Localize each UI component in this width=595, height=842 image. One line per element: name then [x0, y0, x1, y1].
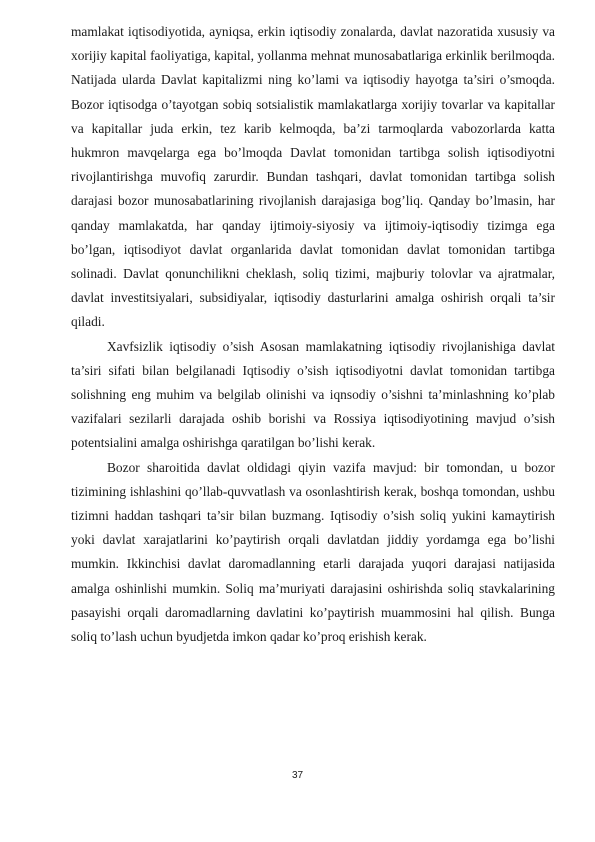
paragraph-2: Xavfsizlik iqtisodiy o’sish Asosan mamlakatning iqtisodiy rivojlanishiga davlat ta’siri sifati bilan belgilanadi Iqtisodiy o’sish iqtisodiyotni davlat tomonidan tartibga solishning eng muhim va belgilab olinishi va iqnsodiy o’sishni ta’minlashning ko’plab vazifalari sezilarli darajada oshib borishi va Rossiya iqtisodiyotining mavjud o’sish potentsialini amalga oshirishga qaratilgan bo’lishi kerak.: [71, 338, 555, 451]
paragraph-1: mamlakat iqtisodiyotida, ayniqsa, erkin iqtisodiy zonalarda, davlat nazoratida xususiy va xorijiy kapital faoliyatiga, kapital, yollanma mehnat munosabatlariga erkinlik berilmoqda. Natijada ularda Davlat kapitalizmi ning ko’lami va iqtisodiy hayotga ta’siri o’smoqda. Bozor iqtisodga o’tayotgan sobiq sotsialistik mamlakatlarga xorijiy tovarlar va kapitallar va kapitallar juda erkin, tez karib kelmoqda, ba’zi tarmoqlarda vabozorlarda katta hukmron mavqelarga ega bo’lmoqda Davlat tomonidan tartibga solish iqtisodiyotni rivojlantirishga muvofiq zarurdir. Bundan tashqari, davlat tomonidan tartibga solish darajasi bozor munosabatlarining rivojlanish darajasiga bog’liq. Qanday bo’lmasin, har qanday mamlakatda, har qanday ijtimoiy-siyosiy va ijtimoiy-iqtisodiy tizimga ega bo’lgan, iqtisodiyot davlat organlarida davlat tomonidan davlat tomonidan tartibga solinadi. Davlat qonunchilikni cheklash, soliq tizimi, majburiy tolovlar va ajratmalar, davlat investitsiyalari, subsidiyalar, iqtisodiy dasturlarini amalga oshirish orqali ta’sir qiladi.: [71, 24, 555, 330]
page-number: 37: [291, 770, 304, 781]
paragraph-3: Bozor sharoitida davlat oldidagi qiyin vazifa mavjud: bir tomondan, u bozor tizimining ishlashini qo’llab-quvvatlash va osonlashtirish kerak, boshqa tomondan, ushbu tizimni haddan tashqari ta’sir bilan buzmang. Iqtisodiy o’sish soliq yukini kamaytirish yoki davlat xarajatlarini ko’paytirish orqali davlatdan jiddiy yordamga ega bo’lishi mumkin. Ikkinchisi davlat daromadlanning etarli darajada yuqori darajasi natijasida amalga oshinlishi mumkin. Soliq ma’muriyati darajasini oshirishda soliq stavkalarining pasayishi orqali daromadlarning davlatini ko’paytirish muammosini hal qilish. Bunga soliq to’lash uchun byudjetda imkon qadar ko’proq erishish kerak.: [71, 459, 555, 645]
body-text: [71, 20, 555, 649]
